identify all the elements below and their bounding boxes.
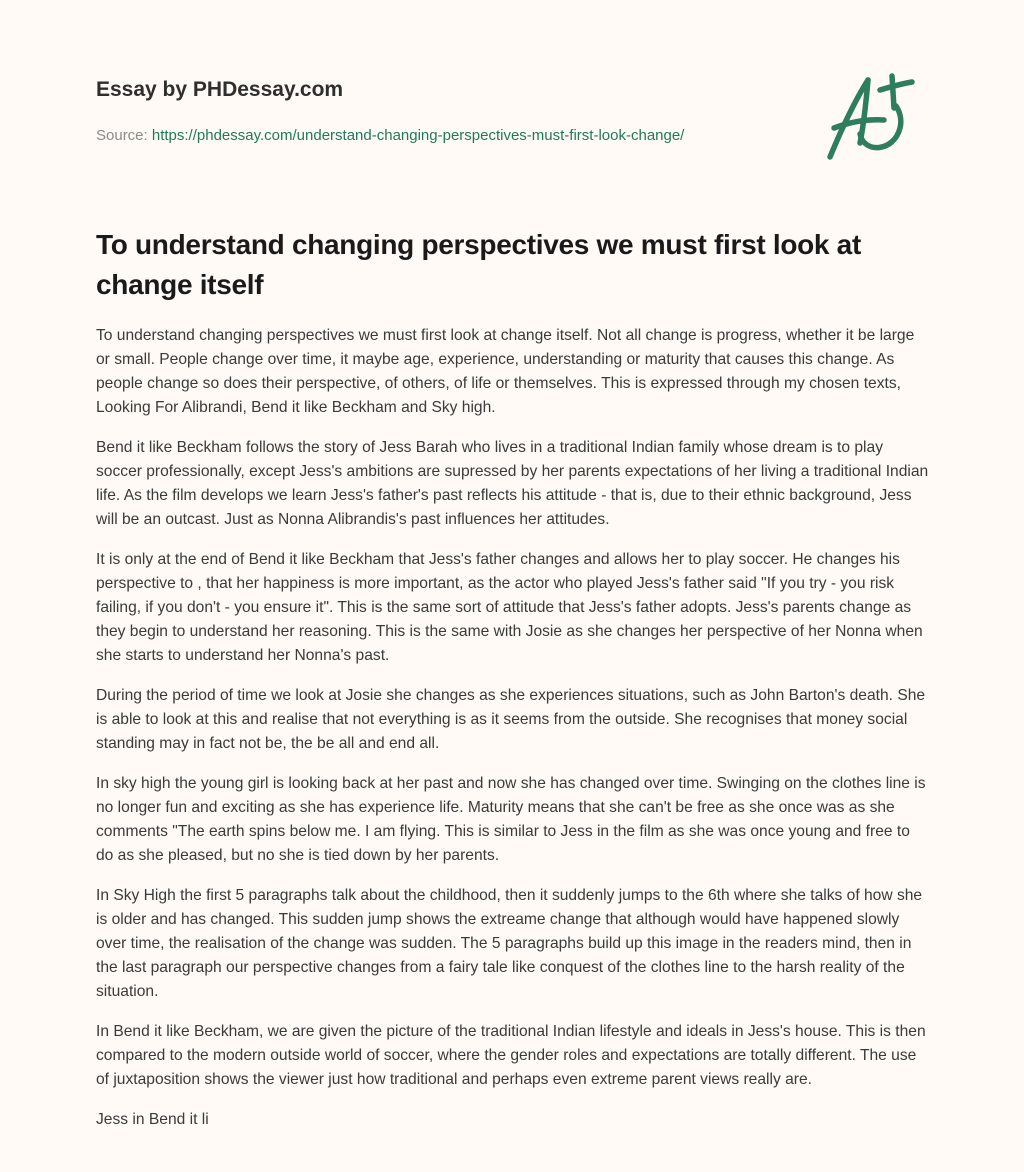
essay-paragraph: Bend it like Beckham follows the story of Jess Barah who lives in a traditional Indian family whose dream is to play soccer professionally, except Jess's ambitions are supressed by her parents expectations of her living a traditional Indian life. As the film develops we learn Jess's father's past reflects his attitude - that is, due to their ethnic background, Jess will be an outcast. Just as Nonna Alibrandis's past influences her attitudes. xyxy=(96,439,929,528)
essay-body xyxy=(96,324,930,1148)
page-header xyxy=(96,76,796,146)
essay-paragraph-truncated: Jess in Bend it li xyxy=(96,1111,209,1128)
source-line xyxy=(96,126,796,146)
essay-paragraph: During the period of time we look at Josie she changes as she experiences situations, such as John Barton's death. She is able to look at this and realise that not everything is as it seems from the outside. She recognises that money social standing may in fact not be, the be all and end all. xyxy=(96,687,926,752)
source-link[interactable]: https://phdessay.com/understand-changing-perspectives-must-first-look-change/ xyxy=(151,127,685,144)
essay-paragraph: It is only at the end of Bend it like Beckham that Jess's father changes and allows her to play soccer. He changes his perspective to , that her happiness is more important, as the actor who played Jess's father said "If you try - you risk failing, if you don't - you ensure it". This is the same sort of attitude that Jess's father adopts. Jess's parents change as they begin to understand her reasoning. This is the same with Josie as she changes her perspective of her Nonna when she starts to understand her Nonna's past. xyxy=(96,551,923,664)
essay-paragraph: To understand changing perspectives we must first look at change itself. Not all change is progress, whether it be large or small. People change over time, it maybe age, experience, understanding or maturity that causes this change. As people change so does their perspective, of others, of life or themselves. This is expressed through my chosen texts, Looking For Alibrandi, Bend it like Beckham and Sky high. xyxy=(96,327,915,416)
source-label: Source: xyxy=(96,127,152,144)
a-plus-grade-icon xyxy=(820,68,930,164)
essay-paragraph: In Sky High the first 5 paragraphs talk about the childhood, then it suddenly jumps to the 6th where she talks of how she is older and has changed. This sudden jump shows the extreame change that although would have happened slowly over time, the realisation of the change was sudden. The 5 paragraphs build up this image in the readers mind, then in the last paragraph our perspective changes from a fairy tale like conquest of the clothes line to the harsh reality of the situation. xyxy=(96,887,923,1000)
essay-paragraph: In Bend it like Beckham, we are given the picture of the traditional Indian lifestyle and ideals in Jess's house. This is then compared to the modern outside world of soccer, where the gender roles and expectations are totally different. The use of juxtaposition shows the viewer just how traditional and perhaps even extreme parent views really are. xyxy=(96,1023,926,1088)
brand-title: Essay by PHDessay.com xyxy=(96,78,344,101)
essay-title: To understand changing perspectives we must first look at change itself xyxy=(96,229,861,300)
essay-paragraph: In sky high the young girl is looking back at her past and now she has changed over time. Swinging on the clothes line is no longer fun and exciting as she has experience life. Maturity means that she can't be free as she once was as she comments "The earth spins below me. I am flying. This is similar to Jess in the film as she was once young and free to do as she pleased, but no she is tied down by her parents. xyxy=(96,775,926,864)
